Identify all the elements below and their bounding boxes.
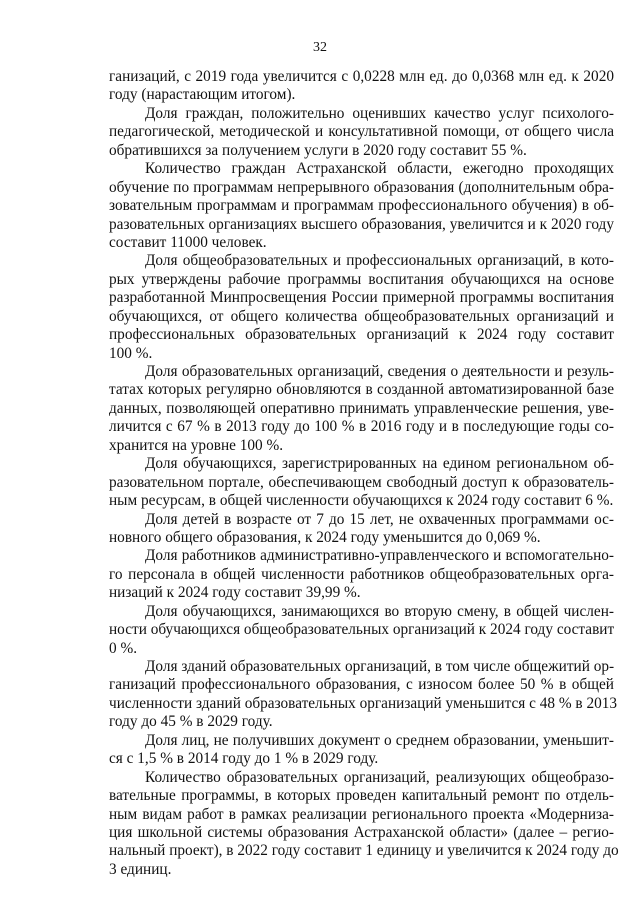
text-line: педагогической, методической и консультативной помощи, от общего числа (109, 123, 614, 141)
text-line: 100 %. (109, 344, 153, 362)
text-line: личится с 67 % в 2013 году до 100 % в 2016 году и в последующие годы со- (109, 418, 614, 436)
text-line: году до 45 % в 2029 году. (109, 713, 273, 731)
text-line: хранится на уровне 100 %. (109, 436, 284, 454)
text-line: обучающихся, от общего количества общеобразовательных организаций и (109, 307, 614, 325)
text-line: Доля детей в возрасте от 7 до 15 лет, не охваченных программами ос- (145, 510, 614, 528)
text-line: разовательном портале, обеспечивающем свободный доступ к образователь- (109, 473, 614, 491)
text-line: 0 %. (109, 639, 138, 657)
paragraph (109, 455, 614, 510)
paragraph (109, 252, 614, 363)
text-line: низаций к 2024 году составит 39,99 %. (109, 584, 361, 602)
text-line: Доля граждан, положительно оценивших качество услуг психолого- (145, 104, 614, 122)
paragraph (109, 547, 614, 602)
text-line: го персонала в общей численности работников общеобразовательных орга- (109, 565, 614, 583)
text-line: численности зданий образовательных организаций уменьшится с 48 % в 2013 (109, 694, 618, 712)
text-line: ция школьной системы образования Астраханской области» (далее – регио- (109, 823, 614, 841)
text-line: Количество граждан Астраханской области, ежегодно проходящих (145, 160, 614, 178)
paragraph (109, 603, 614, 658)
text-line: разработанной Минпросвещения России примерной программы воспитания (109, 289, 614, 307)
text-line: ганизаций, с 2019 года увеличится с 0,0228 млн ед. до 0,0368 млн ед. к 2020 (109, 68, 614, 85)
text-line: новного общего образования, к 2024 году уменьшится до 0,069 %. (109, 528, 541, 546)
text-line: данных, позволяющей оперативно принимать управленческие решения, уве- (109, 399, 614, 417)
paragraph (109, 160, 614, 252)
text-line: обратившихся за получением услуги в 2020 году составит 55 %. (109, 141, 527, 159)
text-line: 3 единиц. (109, 860, 172, 878)
paragraph (109, 105, 614, 160)
paragraph (109, 732, 614, 769)
text-line: разовательных организациях высшего образования, увеличится и к 2020 году (109, 215, 614, 233)
text-line: ным видам работ в рамках реализации регионального проекта «Модерниза- (109, 805, 614, 823)
text-line: ся с 1,5 % в 2014 году до 1 % в 2029 году. (109, 750, 379, 768)
text-line: профессиональных образовательных организаций к 2024 году составит (109, 326, 614, 344)
text-line: Доля обучающихся, занимающихся во вторую смену, в общей числен- (145, 602, 614, 620)
text-line: обучение по программам непрерывного образования (дополнительным обра- (109, 178, 614, 196)
paragraph (109, 658, 618, 732)
paragraph (109, 68, 614, 105)
text-line: зовательным программам и программам профессионального обучения) в об- (109, 197, 614, 215)
text-line: ности обучающихся общеобразовательных организаций к 2024 году составит (109, 621, 615, 639)
text-line: нальный проект), в 2022 году составит 1 единицу и увеличится к 2024 году до (109, 842, 619, 860)
text-line: ганизаций профессионального образования, с износом более 50 % в общей (109, 676, 614, 694)
paragraph (109, 768, 619, 880)
text-line: Доля обучающихся, зарегистрированных на едином региональном об- (145, 455, 614, 473)
paragraph (109, 511, 614, 548)
text-line: вательные программы, в которых проведен капитальный ремонт по отдель- (109, 787, 614, 805)
text-line: татах которых регулярно обновляются в созданной автоматизированной базе (109, 381, 614, 399)
text-line: Доля зданий образовательных организаций, в том числе общежитий ор- (145, 658, 615, 675)
document-body (109, 68, 619, 879)
text-line: ным ресурсам, в общей численности обучающихся к 2024 году составит 6 %. (109, 492, 614, 510)
text-line: Доля общеобразовательных и профессиональных организаций, в кото- (145, 252, 614, 270)
text-line: Доля работников административно-управленческого и вспомогательно- (145, 547, 614, 565)
text-line: Количество образовательных организаций, реализующих общеобразо- (145, 768, 614, 786)
text-line: Доля лиц, не получивших документ о среднем образовании, уменьшит- (145, 731, 614, 749)
paragraph (109, 363, 614, 455)
page-number: 32 (313, 40, 327, 55)
text-line: году (нарастающим итогом). (109, 86, 296, 104)
text-line: Доля образовательных организаций, сведения о деятельности и резуль- (145, 363, 614, 380)
text-line: рых утверждены рабочие программы воспитания обучающихся на основе (109, 270, 614, 288)
text-line: составит 11000 человек. (109, 233, 267, 251)
